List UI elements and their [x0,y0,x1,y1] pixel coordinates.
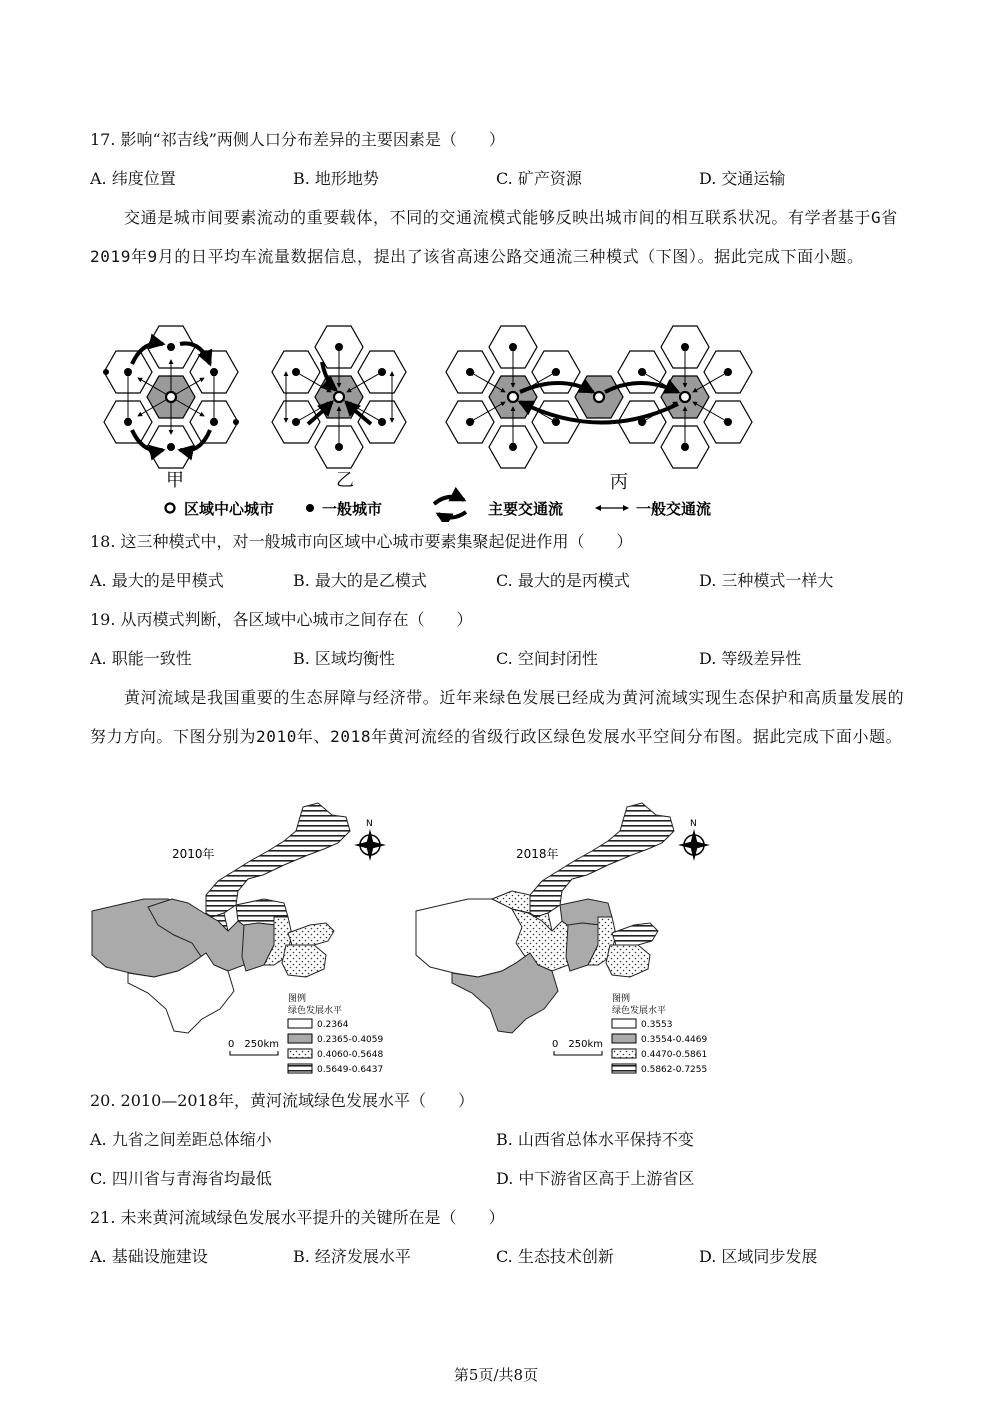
map-2010-legend [288,992,384,1075]
q19-option-b[interactable]: B. 区域均衡性 [293,649,395,668]
label-bing: 丙 [610,472,628,493]
q21-option-c[interactable]: C. 生态技术创新 [496,1247,614,1266]
q19-option-a[interactable]: A. 职能一致性 [90,649,192,668]
map-2018 [412,795,722,1085]
q21-option-d[interactable]: D. 区域同步发展 [699,1247,818,1266]
map-2010-range-2: 0.2365-0.4059 [317,1035,384,1045]
map-2018-legend-subtitle: 绿色发展水平 [612,1006,667,1016]
shandong-2018 [612,923,658,945]
map-2018-scale-text: 0 250km [552,1039,603,1050]
map-2010-legend-subtitle: 绿色发展水平 [288,1006,343,1016]
q20-option-b[interactable]: B. 山西省总体水平保持不变 [496,1130,694,1149]
q17-option-a[interactable]: A. 纬度位置 [90,169,176,188]
q20-option-d[interactable]: D. 中下游省区高于上游省区 [496,1169,695,1188]
shandong-2010 [288,923,334,945]
pattern-jia-center-city [166,392,176,402]
q18-option-b[interactable]: B. 最大的是乙模式 [293,571,427,590]
q18-stem: 18. 这三种模式中，对一般城市向区域中心城市要素集聚起促进作用（ ） [90,532,633,551]
q20-stem: 20. 2010—2018年，黄河流域绿色发展水平（ ） [90,1091,474,1110]
legend-center-city: 区域中心城市 [184,500,275,518]
map-2010-north: N [366,819,373,829]
q18-option-d[interactable]: D. 三种模式一样大 [699,571,834,590]
map-2010-range-1: 0.2364 [317,1020,349,1030]
pattern-bing [446,326,752,468]
page-footer: 第5页/共8页 [453,1366,539,1384]
map-2010 [88,795,398,1085]
q20-option-c[interactable]: C. 四川省与青海省均最低 [90,1169,272,1188]
henan-2010 [282,945,326,977]
q17-option-d[interactable]: D. 交通运输 [699,169,786,188]
map-2018-compass [678,819,710,861]
map-2010-scale-text: 0 250km [228,1039,279,1050]
legend-general-city: 一般城市 [322,500,383,518]
q17-option-b[interactable]: B. 地形地势 [293,169,379,188]
q21-option-b[interactable]: B. 经济发展水平 [293,1247,411,1266]
map-2018-range-3: 0.4470-0.5861 [641,1050,708,1060]
map-2010-compass [354,819,386,861]
passage-traffic: 交通是城市间要素流动的重要载体，不同的交通流模式能够反映出城市间的相互联系状况。有学者基于G省2019年9月的日平均车流量数据信息，提出了该省高速公路交通流三种模式（下图）。据此完成下面小题。 [90,208,898,266]
q18-option-c[interactable]: C. 最大的是丙模式 [496,571,630,590]
q17-stem: 17. 影响“祁吉线”两侧人口分布差异的主要因素是（ ） [90,130,505,149]
map-2010-provinces [92,803,350,1033]
general-city-symbol [306,504,314,512]
inner-mongolia-2010 [206,803,350,917]
map-2018-legend-title: 图例 [612,994,631,1004]
map-2010-range-4: 0.5649-0.6437 [317,1065,384,1075]
label-jia: 甲 [166,470,184,491]
q18-option-a[interactable]: A. 最大的是甲模式 [90,571,224,590]
q20-option-a[interactable]: A. 九省之间差距总体缩小 [90,1130,272,1149]
map-2010-legend-title: 图例 [288,994,307,1004]
q17-option-c[interactable]: C. 矿产资源 [496,169,582,188]
passage-yellow-river: 黄河流域是我国重要的生态屏障与经济带。近年来绿色发展已经成为黄河流域实现生态保护和高质量发展的努力方向。下图分别为2010年、2018年黄河流经的省级行政区绿色发展水平空间分布图。据此完成下面小题。 [90,688,905,746]
map-2018-range-2: 0.3554-0.4469 [641,1035,708,1045]
fig1-legend [166,497,712,518]
main-flow-symbol [434,497,466,518]
legend-general-flow: 一般交通流 [636,500,712,518]
map-2018-year: 2018年 [516,847,559,861]
q19-option-c[interactable]: C. 空间封闭性 [496,649,598,668]
q21-stem: 21. 未来黄河流域绿色发展水平提升的关键所在是（ ） [90,1208,505,1227]
henan-2018 [606,945,650,977]
map-2010-year: 2010年 [172,847,215,861]
map-2018-provinces [416,803,674,1033]
traffic-pattern-figure [88,312,768,522]
q19-stem: 19. 从丙模式判断，各区域中心城市之间存在（ ） [90,610,473,629]
center-city-symbol [166,504,175,513]
map-2010-range-3: 0.4060-0.5648 [317,1050,384,1060]
map-2018-range-4: 0.5862-0.7255 [641,1065,708,1075]
map-2018-scale [552,1039,603,1055]
label-yi: 乙 [336,470,354,491]
q21-option-a[interactable]: A. 基础设施建设 [90,1247,208,1266]
legend-main-flow: 主要交通流 [488,500,564,518]
q19-option-d[interactable]: D. 等级差异性 [699,649,802,668]
pattern-yi [272,326,406,468]
map-2010-scale [228,1039,279,1055]
map-2018-range-1: 0.3553 [641,1020,673,1030]
map-2018-north: N [690,819,697,829]
map-2018-legend [612,992,708,1075]
